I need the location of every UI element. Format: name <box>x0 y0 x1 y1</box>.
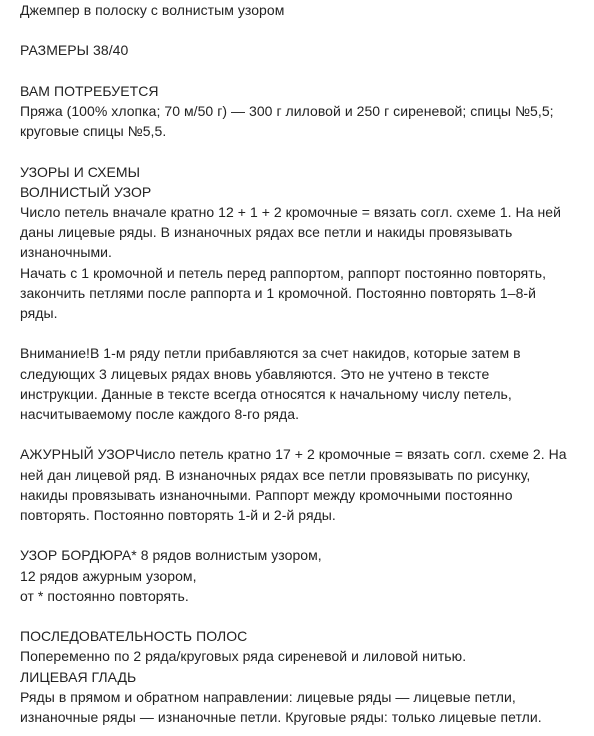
materials-heading: ВАМ ПОТРЕБУЕТСЯ <box>20 82 159 99</box>
note-text: насчитываемому после каждого 8-го ряда. <box>20 406 300 422</box>
document-title: Джемпер в полоску с волнистым узором <box>20 2 285 18</box>
stockinette-text: Ряды в прямом и обратном направлении: лицевые ряды — лицевые петли, <box>20 688 516 705</box>
wavy-pattern-text: ряды. <box>20 305 58 321</box>
materials-text: круговые спицы №5,5. <box>20 123 167 140</box>
stripes-text: Попеременно по 2 ряда/круговых ряда сиреневой и лиловой нитью. <box>20 648 467 665</box>
spacer <box>20 61 586 81</box>
border-pattern-text: УЗОР БОРДЮРА* 8 рядов волнистым узором, <box>20 547 322 564</box>
lace-pattern-text: повторять. Постоянно повторять 1-й и 2-й ряды. <box>20 507 336 523</box>
stockinette-heading: ЛИЦЕВАЯ ГЛАДЬ <box>20 668 137 685</box>
wavy-pattern-text: закончить петлями после раппорта и 1 кромочной. Постоянно повторять 1–8-й <box>20 284 536 301</box>
spacer <box>20 323 586 343</box>
note-text: Внимание!В 1-м ряду петли прибавляются за счет накидов, которые затем в <box>20 345 521 362</box>
patterns-heading: УЗОРЫ И СХЕМЫ <box>20 163 141 180</box>
spacer <box>20 424 586 444</box>
wavy-pattern-text: даны лицевые ряды. В изнаночных рядах все петли и накиды провязывать <box>20 224 513 241</box>
stripes-heading: ПОСЛЕДОВАТЕЛЬНОСТЬ ПОЛОС <box>20 628 248 645</box>
spacer <box>20 20 586 40</box>
sizes-line: РАЗМЕРЫ 38/40 <box>20 42 129 59</box>
wavy-pattern-text: Начать с 1 кромочной и петель перед раппортом, раппорт постоянно повторять, <box>20 264 547 281</box>
spacer <box>20 525 586 545</box>
wavy-pattern-heading: ВОЛНИСТЫЙ УЗОР <box>20 183 152 200</box>
materials-text: Пряжа (100% хлопка; 70 м/50 г) — 300 г лиловой и 250 г сиреневой; спицы №5,5; <box>20 102 554 119</box>
wavy-pattern-text: Число петель вначале кратно 12 + 1 + 2 кромочные = вязать согл. схеме 1. На ней <box>20 203 561 220</box>
border-pattern-text: от * постоянно повторять. <box>20 587 189 604</box>
lace-pattern-text: ней дан лицевой ряд. В изнаночных рядах все петли провязывать по рисунку, <box>20 466 531 483</box>
border-pattern-text: 12 рядов ажурным узором, <box>20 567 197 584</box>
document-body <box>20 0 586 727</box>
wavy-pattern-text: изнаночными. <box>20 244 112 261</box>
lace-pattern-text: АЖУРНЫЙ УЗОРЧисло петель кратно 17 + 2 кромочные = вязать согл. схеме 2. На <box>20 446 567 463</box>
note-text: следующих 3 лицевых рядах вновь убавляются. Это не учтено в тексте <box>20 365 490 382</box>
stockinette-text: изнаночные ряды — изнаночные петли. Круговые ряды: только лицевые петли. <box>20 709 542 725</box>
note-text: инструкции. Данные в тексте всегда относятся к начальному числу петель, <box>20 385 512 402</box>
spacer <box>20 606 586 626</box>
lace-pattern-text: накиды провязывать изнаночными. Раппорт между кромочными постоянно <box>20 486 513 503</box>
spacer <box>20 141 586 161</box>
